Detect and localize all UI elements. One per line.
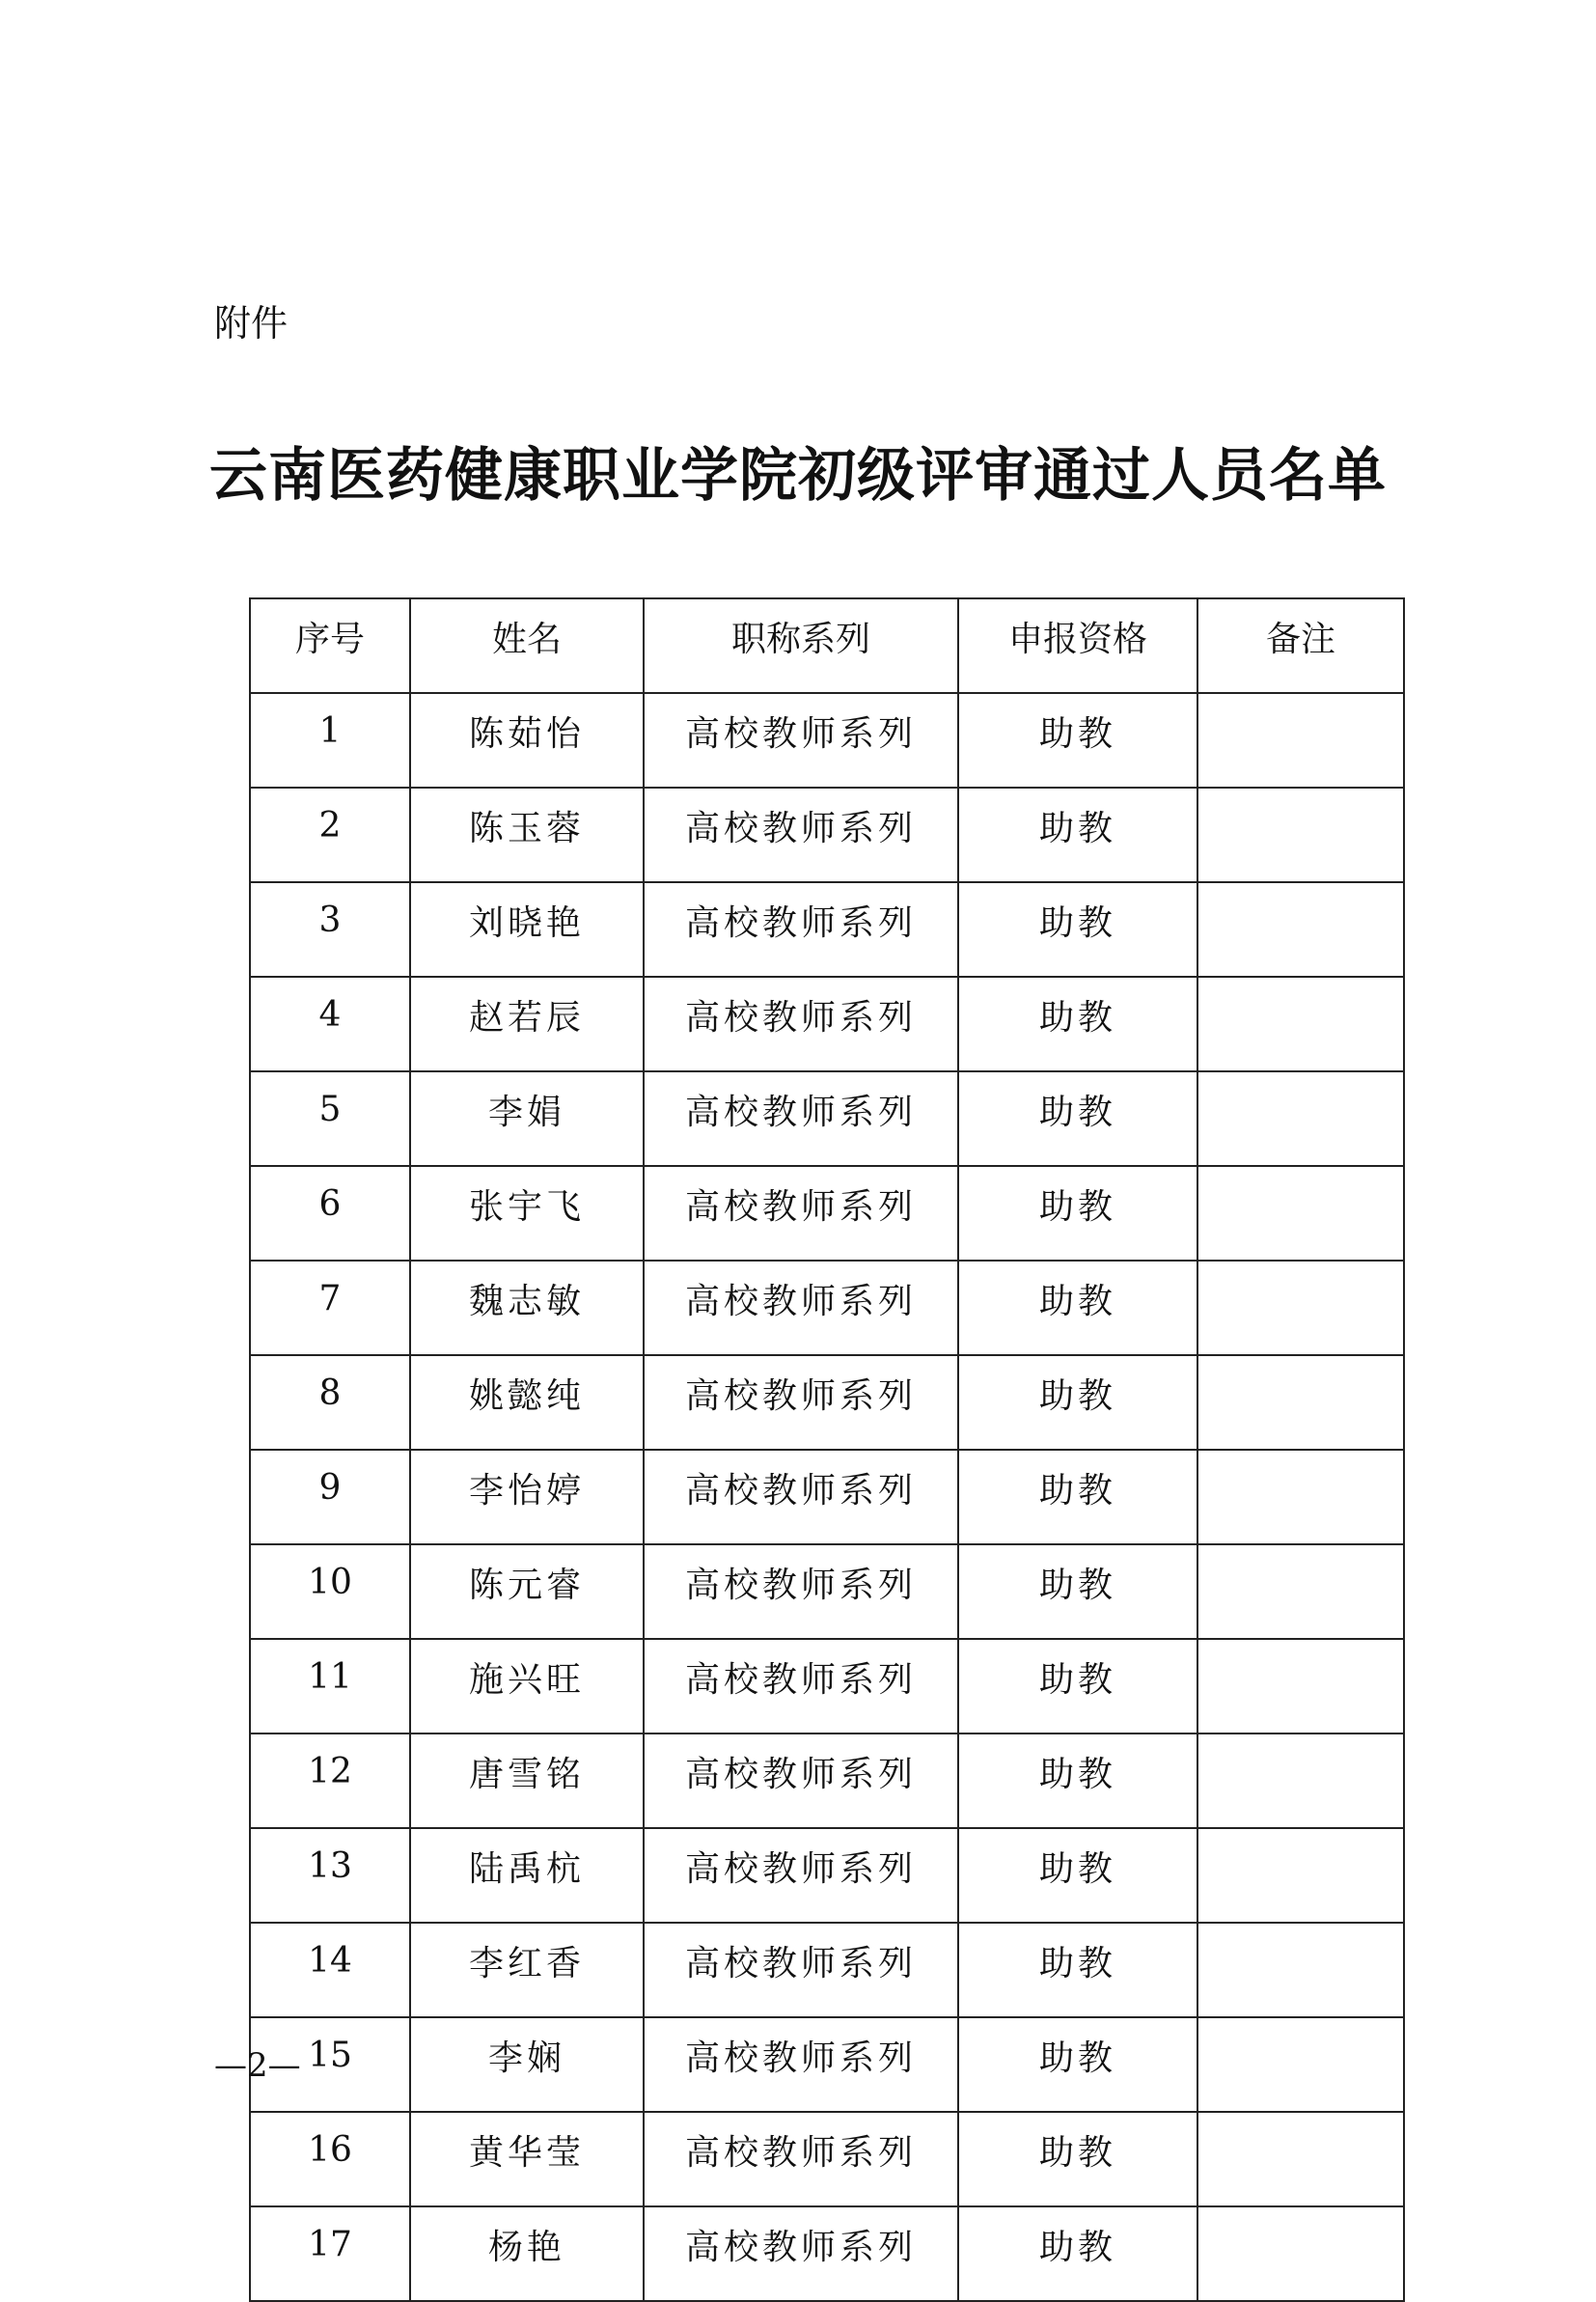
row-name: 杨艳 <box>410 2206 644 2301</box>
header-index: 序号 <box>250 598 410 693</box>
attachment-label: 附件 <box>214 302 289 345</box>
row-qualification: 助教 <box>958 2017 1197 2112</box>
header-remarks: 备注 <box>1197 598 1404 693</box>
row-series: 高校教师系列 <box>644 1923 958 2017</box>
row-qualification: 助教 <box>958 1071 1197 1166</box>
row-remarks <box>1197 1544 1404 1639</box>
table-row <box>250 2017 1404 2112</box>
row-series: 高校教师系列 <box>644 1828 958 1923</box>
row-remarks <box>1197 1261 1404 1355</box>
page-number: —2— <box>214 2046 301 2085</box>
document-title: 云南医药健康职业学院初级评审通过人员名单 <box>209 442 1387 510</box>
table-row <box>250 1166 1404 1261</box>
row-name: 赵若辰 <box>410 977 644 1071</box>
row-index: 17 <box>250 2206 410 2301</box>
row-name: 李红香 <box>410 1923 644 2017</box>
row-name: 陈元睿 <box>410 1544 644 1639</box>
row-name: 唐雪铭 <box>410 1733 644 1828</box>
row-series: 高校教师系列 <box>644 1450 958 1544</box>
row-name: 李娴 <box>410 2017 644 2112</box>
table-row <box>250 1639 1404 1733</box>
row-remarks <box>1197 2017 1404 2112</box>
row-index: 12 <box>250 1733 410 1828</box>
table-row <box>250 1733 1404 1828</box>
row-index: 11 <box>250 1639 410 1733</box>
header-name: 姓名 <box>410 598 644 693</box>
table-row <box>250 1828 1404 1923</box>
row-qualification: 助教 <box>958 977 1197 1071</box>
row-index: 10 <box>250 1544 410 1639</box>
row-series: 高校教师系列 <box>644 882 958 977</box>
row-qualification: 助教 <box>958 693 1197 788</box>
row-index: 1 <box>250 693 410 788</box>
row-name: 姚懿纯 <box>410 1355 644 1450</box>
row-remarks <box>1197 1733 1404 1828</box>
row-index: 8 <box>250 1355 410 1450</box>
row-series: 高校教师系列 <box>644 1261 958 1355</box>
row-remarks <box>1197 1355 1404 1450</box>
row-index: 15 <box>250 2017 410 2112</box>
row-remarks <box>1197 788 1404 882</box>
row-index: 6 <box>250 1166 410 1261</box>
row-series: 高校教师系列 <box>644 1639 958 1733</box>
row-series: 高校教师系列 <box>644 977 958 1071</box>
row-name: 黄华莹 <box>410 2112 644 2206</box>
row-series: 高校教师系列 <box>644 1733 958 1828</box>
row-series: 高校教师系列 <box>644 1166 958 1261</box>
row-remarks <box>1197 882 1404 977</box>
row-remarks <box>1197 2112 1404 2206</box>
row-name: 刘晓艳 <box>410 882 644 977</box>
row-qualification: 助教 <box>958 1923 1197 2017</box>
row-remarks <box>1197 977 1404 1071</box>
row-series: 高校教师系列 <box>644 2017 958 2112</box>
header-qualification: 申报资格 <box>958 598 1197 693</box>
row-remarks <box>1197 1828 1404 1923</box>
row-qualification: 助教 <box>958 788 1197 882</box>
row-qualification: 助教 <box>958 1261 1197 1355</box>
row-index: 4 <box>250 977 410 1071</box>
row-remarks <box>1197 1166 1404 1261</box>
row-qualification: 助教 <box>958 1355 1197 1450</box>
row-series: 高校教师系列 <box>644 2112 958 2206</box>
header-series: 职称系列 <box>644 598 958 693</box>
table-row <box>250 1071 1404 1166</box>
personnel-table <box>249 597 1405 2302</box>
row-qualification: 助教 <box>958 1639 1197 1733</box>
row-remarks <box>1197 1450 1404 1544</box>
row-name: 施兴旺 <box>410 1639 644 1733</box>
row-qualification: 助教 <box>958 1166 1197 1261</box>
row-qualification: 助教 <box>958 2112 1197 2206</box>
row-qualification: 助教 <box>958 1733 1197 1828</box>
table-row <box>250 788 1404 882</box>
row-index: 9 <box>250 1450 410 1544</box>
row-remarks <box>1197 1639 1404 1733</box>
row-qualification: 助教 <box>958 2206 1197 2301</box>
row-series: 高校教师系列 <box>644 693 958 788</box>
row-series: 高校教师系列 <box>644 788 958 882</box>
table-row <box>250 693 1404 788</box>
table-row <box>250 1261 1404 1355</box>
table-row <box>250 2206 1404 2301</box>
row-remarks <box>1197 2206 1404 2301</box>
table-row <box>250 977 1404 1071</box>
row-index: 14 <box>250 1923 410 2017</box>
row-remarks <box>1197 693 1404 788</box>
table-row <box>250 2112 1404 2206</box>
table-row <box>250 882 1404 977</box>
table-row <box>250 1544 1404 1639</box>
row-name: 魏志敏 <box>410 1261 644 1355</box>
row-series: 高校教师系列 <box>644 1544 958 1639</box>
table-row <box>250 1355 1404 1450</box>
table-header-row <box>250 598 1404 693</box>
table-row <box>250 1450 1404 1544</box>
row-name: 张宇飞 <box>410 1166 644 1261</box>
row-index: 3 <box>250 882 410 977</box>
table-row <box>250 1923 1404 2017</box>
row-index: 5 <box>250 1071 410 1166</box>
row-series: 高校教师系列 <box>644 2206 958 2301</box>
row-name: 陈茹怡 <box>410 693 644 788</box>
row-qualification: 助教 <box>958 1544 1197 1639</box>
row-name: 陈玉蓉 <box>410 788 644 882</box>
row-qualification: 助教 <box>958 882 1197 977</box>
row-series: 高校教师系列 <box>644 1071 958 1166</box>
row-index: 2 <box>250 788 410 882</box>
row-index: 13 <box>250 1828 410 1923</box>
row-name: 李娟 <box>410 1071 644 1166</box>
row-series: 高校教师系列 <box>644 1355 958 1450</box>
row-qualification: 助教 <box>958 1450 1197 1544</box>
row-name: 陆禹杭 <box>410 1828 644 1923</box>
row-index: 7 <box>250 1261 410 1355</box>
row-remarks <box>1197 1071 1404 1166</box>
row-index: 16 <box>250 2112 410 2206</box>
row-name: 李怡婷 <box>410 1450 644 1544</box>
row-remarks <box>1197 1923 1404 2017</box>
row-qualification: 助教 <box>958 1828 1197 1923</box>
